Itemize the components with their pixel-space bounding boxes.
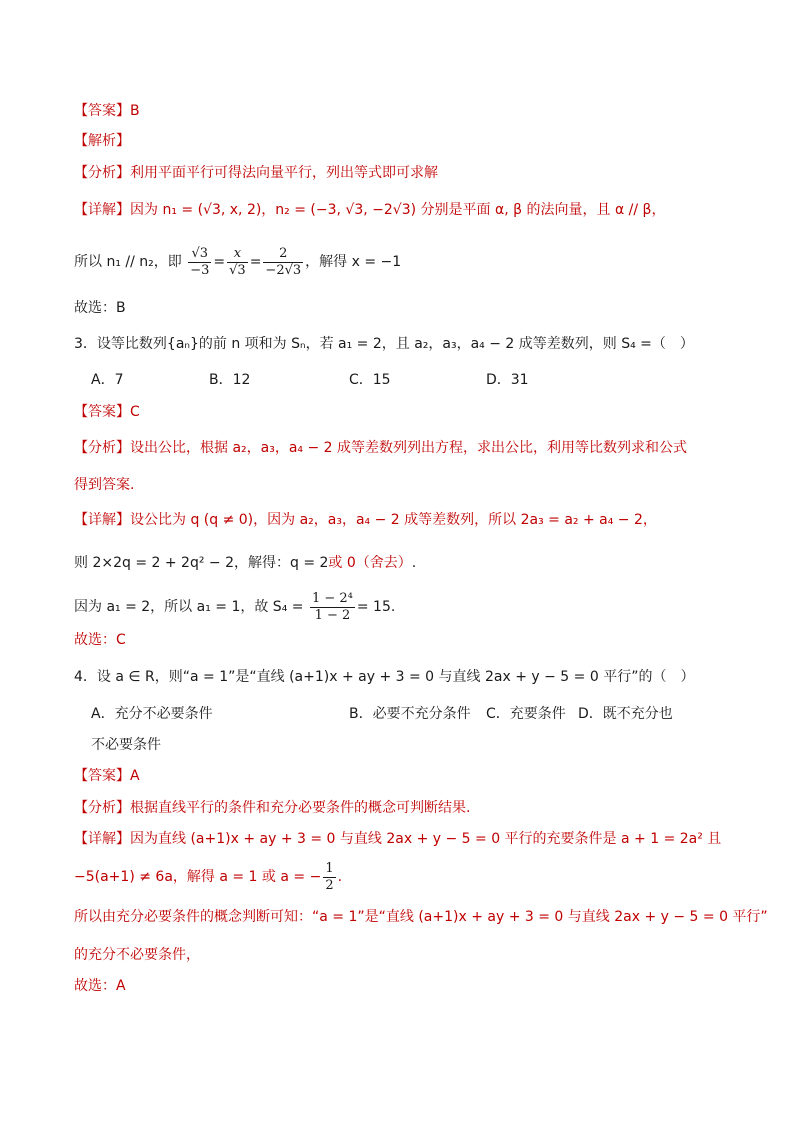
analysis-label: 【解析】: [74, 133, 130, 149]
q4-detail-line2: [74, 859, 342, 895]
q4-detail-line4: [74, 945, 200, 965]
fraction-numerator: 1: [325, 860, 334, 876]
fraction: [188, 246, 211, 279]
detail-text: 因为直线 (a+1)x + ay + 3 = 0 与直线 2ax + y − 5 = 0 平行的充要条件是 a + 1 = 2a² 且: [130, 831, 722, 847]
option-c: C．充要条件: [486, 706, 566, 722]
fraction-numerator: 2: [279, 245, 288, 261]
fraction: [263, 246, 303, 279]
q3-fenxi-line2: [74, 475, 134, 495]
detail-text: 的充分不必要条件，: [74, 947, 200, 963]
option-d-continued: 不必要条件: [91, 737, 161, 753]
fraction-denominator: −2√3: [265, 262, 302, 278]
fraction: [227, 246, 248, 279]
detail-label: 【详解】: [74, 202, 130, 218]
detail-text: 所以由充分必要条件的概念判断可知：“a = 1”是“直线 (a+1)x + ay + 3 = 0 与直线 2ax + y − 5 = 0 平行”: [74, 909, 768, 925]
detail-text: −5(a+1) ≠ 6a，解得 a = 1 或 a = −: [74, 869, 322, 885]
fraction: [310, 591, 355, 624]
detail-text: 因为 n₁ = (√3, x, 2)，n₂ = (−3, √3, −2√3) 分别是平面 α, β 的法向量，且 α // β，: [130, 202, 666, 218]
fraction-numerator: x: [233, 245, 242, 261]
choose-text: 故选：B: [74, 300, 126, 316]
fraction: [323, 861, 335, 894]
fenxi-text: 得到答案.: [74, 477, 135, 493]
q4-detail-line3: [74, 907, 768, 927]
answer-value: B: [130, 103, 140, 119]
q2-fenxi-line: [74, 163, 438, 183]
q2-detail-line1: [74, 200, 665, 220]
q3-answer-line: [74, 402, 140, 422]
answer-label: 【答案】: [74, 768, 130, 784]
answer-value: A: [130, 768, 140, 784]
q2-answer-line: [74, 101, 140, 121]
fraction-denominator: −3: [190, 262, 210, 278]
q3-detail-line2: [74, 553, 416, 573]
fenxi-text: 利用平面平行可得法向量平行，列出等式即可求解: [130, 165, 438, 181]
q4-choose-line: [74, 976, 126, 996]
answer-value: C: [130, 404, 140, 420]
q4-fenxi-line: [74, 798, 470, 818]
q4-stem: [74, 667, 694, 687]
detail-text-suffix: = 15.: [356, 599, 396, 615]
detail-text: 设公比为 q (q ≠ 0)，因为 a₂，a₃，a₄ − 2 成等差数列，所以 2a₃ = a₂ + a₄ − 2，: [130, 512, 657, 528]
q4-detail-line1: [74, 829, 721, 849]
q2-choose-line: [74, 298, 126, 318]
fraction-denominator: √3: [229, 262, 246, 278]
fenxi-text: 根据直线平行的条件和充分必要条件的概念可判断结果.: [130, 800, 471, 816]
q3-stem: [74, 334, 694, 354]
q4-option-d-continued: [91, 735, 161, 755]
q3-choose-line: [74, 630, 126, 650]
detail-label: 【详解】: [74, 512, 130, 528]
option-a: A．充分不必要条件: [91, 706, 213, 722]
fenxi-label: 【分析】: [74, 800, 130, 816]
fenxi-text: 设出公比，根据 a₂，a₃，a₄ − 2 成等差数列列出方程，求出公比，利用等比数列求和公式: [130, 440, 688, 456]
option-b: B．12: [209, 372, 251, 388]
fraction-numerator: 1 − 2⁴: [311, 590, 353, 606]
choose-text: 故选：A: [74, 978, 126, 994]
option-a: A．7: [91, 372, 124, 388]
fenxi-label: 【分析】: [74, 440, 130, 456]
fenxi-label: 【分析】: [74, 165, 130, 181]
option-d: D．31: [486, 372, 529, 388]
detail-text-suffix: ，解得 x = −1: [305, 254, 402, 270]
option-d: D．既不充分也: [578, 706, 673, 722]
question-stem: 3．设等比数列{aₙ}的前 n 项和为 Sₙ，若 a₁ = 2，且 a₂，a₃，a₄ − 2 成等差数列，则 S₄ =（ ）: [74, 336, 694, 352]
q2-analysis-line: [74, 131, 130, 151]
choose-text: 故选：C: [74, 632, 126, 648]
q3-detail-line3: [74, 589, 395, 625]
q3-detail-line1: [74, 510, 657, 530]
answer-label: 【答案】: [74, 404, 130, 420]
answer-label: 【答案】: [74, 103, 130, 119]
detail-text-red: 或 0（舍去）: [328, 555, 412, 571]
detail-text-prefix: 所以 n₁ // n₂，即: [74, 254, 182, 270]
fraction-denominator: 1 − 2: [310, 607, 355, 624]
q3-fenxi-line1: [74, 438, 687, 458]
option-c: C．15: [349, 372, 391, 388]
detail-text: 则 2×2q = 2 + 2q² − 2，解得：q = 2: [74, 555, 329, 571]
q4-answer-line: [74, 766, 140, 786]
detail-text: 因为 a₁ = 2，所以 a₁ = 1，故 S₄ =: [74, 599, 304, 615]
detail-label: 【详解】: [74, 831, 130, 847]
detail-text-suffix: .: [337, 869, 343, 885]
fraction-denominator: 2: [325, 877, 334, 893]
q2-detail-line2: 所以 n₁ // n₂，即 $\frac{√3}{-3}$ = $\frac{x}{√3}$ = $\frac{2}{-2√3}$ ，解得 x = −1: [74, 245, 402, 278]
option-b: B．必要不充分条件: [349, 706, 471, 722]
detail-text-suffix: .: [411, 555, 417, 571]
fraction-numerator: √3: [191, 245, 209, 261]
question-stem: 4．设 a ∈ R，则“a = 1”是“直线 (a+1)x + ay + 3 = 0 与直线 2ax + y − 5 = 0 平行”的（ ）: [74, 669, 695, 685]
